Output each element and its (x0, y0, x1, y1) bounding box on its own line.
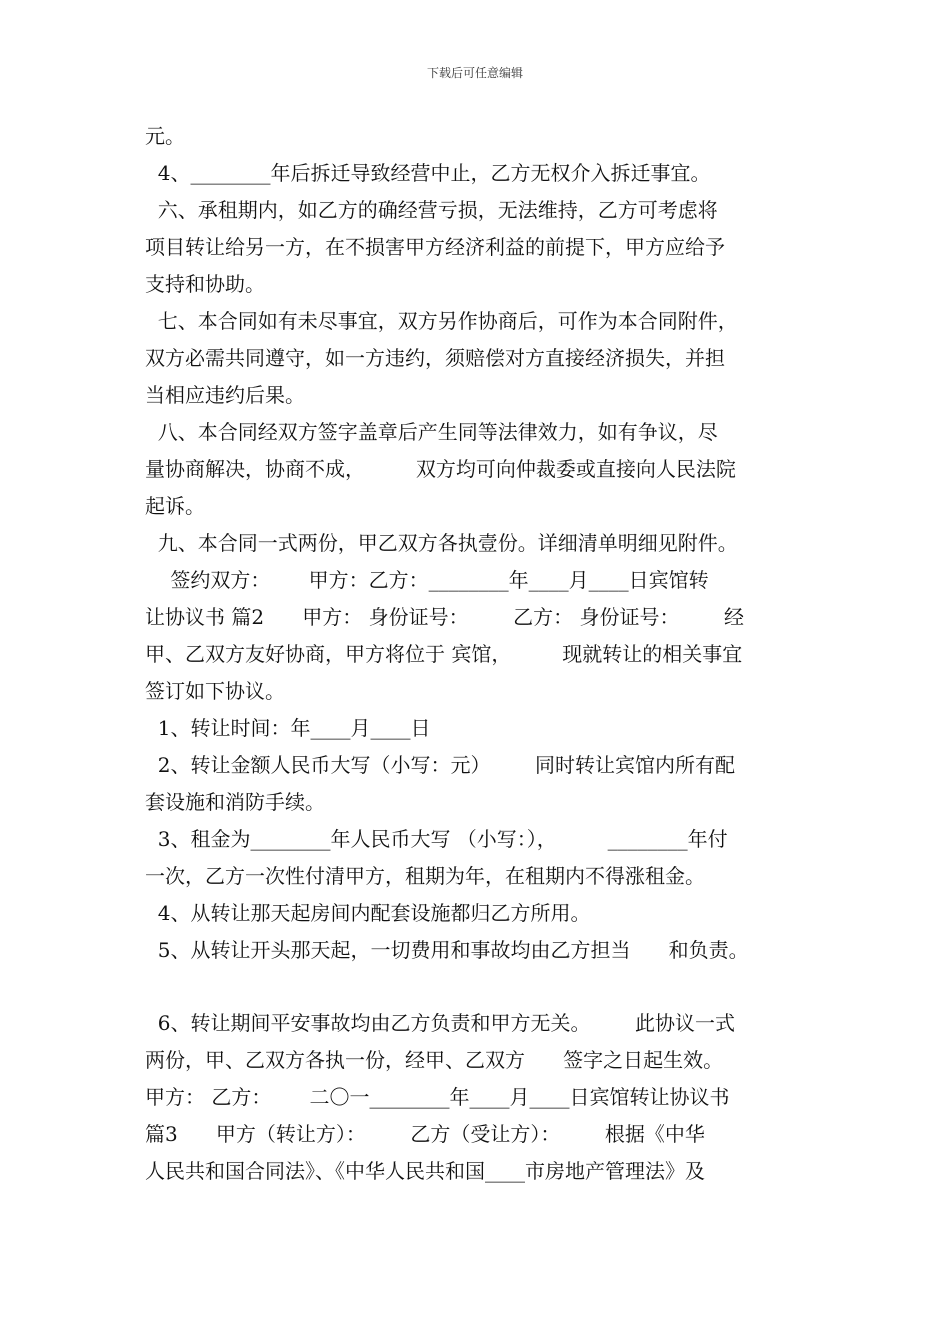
text-line: 甲方： 乙方： 二〇一________年____月____日宾馆转让协议书 (145, 1085, 730, 1109)
text-line: 签约双方： 甲方：乙方：________年____月____日宾馆转 (145, 568, 709, 592)
text-line: 九、本合同一式两份，甲乙双方各执壹份。详细清单明细见附件。 (145, 531, 738, 555)
text-line: 4、从转让那天起房间内配套设施都归乙方所用。 (145, 901, 591, 925)
text-line: 甲、乙双方友好协商，甲方将位于 宾馆， 现就转让的相关事宜 (145, 642, 743, 666)
text-line: 篇3 甲方（转让方）： 乙方（受让方）： 根据《中华 (145, 1122, 705, 1146)
text-line: 当相应违约后果。 (145, 383, 305, 407)
text-line: 量协商解决，协商不成， 双方均可向仲裁委或直接向人民法院 (145, 457, 736, 481)
text-line: 两份，甲、乙双方各执一份，经甲、乙双方 签字之日起生效。 (145, 1048, 724, 1072)
text-line: 3、租金为________年人民币大写 （小写：）， ________年付 (145, 827, 728, 851)
text-line: 4、________年后拆迁导致经营中止，乙方无权介入拆迁事宜。 (145, 161, 711, 185)
text-line: 人民共和国合同法》、《中华人民共和国____市房地产管理法》及 (145, 1159, 705, 1183)
text-line: 支持和协助。 (145, 272, 265, 296)
text-line: 2、转让金额人民币大写（小写：元） 同时转让宾馆内所有配 (145, 753, 735, 777)
page-header: 下载后可任意编辑 (426, 66, 523, 80)
text-line: 七、本合同如有未尽事宜，双方另作协商后，可作为本合同附件， (145, 309, 738, 333)
text-line: 1、转让时间：年____月____日 (145, 716, 431, 740)
text-line: 起诉。 (145, 494, 205, 518)
text-line: 一次，乙方一次性付清甲方，租期为年，在租期内不得涨租金。 (145, 864, 705, 888)
text-line: 签订如下协议。 (145, 679, 285, 703)
text-line: 套设施和消防手续。 (145, 790, 325, 814)
text-line: 项目转让给另一方，在不损害甲方经济利益的前提下，甲方应给予 (145, 235, 725, 259)
text-line: 让协议书 篇2 甲方： 身份证号： 乙方： 身份证号： 经 (145, 605, 744, 629)
text-line: 6、转让期间平安事故均由乙方负责和甲方无关。 此协议一式 (145, 1011, 735, 1035)
text-line: 5、从转让开头那天起，一切费用和事故均由乙方担当 和负责。 (145, 938, 749, 962)
text-line: 六、承租期内，如乙方的确经营亏损，无法维持，乙方可考虑将 (145, 198, 718, 222)
text-line: 元。 (145, 124, 185, 148)
text-line: 双方必需共同遵守，如一方违约，须赔偿对方直接经济损失，并担 (145, 346, 725, 370)
text-line: 八、本合同经双方签字盖章后产生同等法律效力，如有争议，尽 (145, 420, 718, 444)
